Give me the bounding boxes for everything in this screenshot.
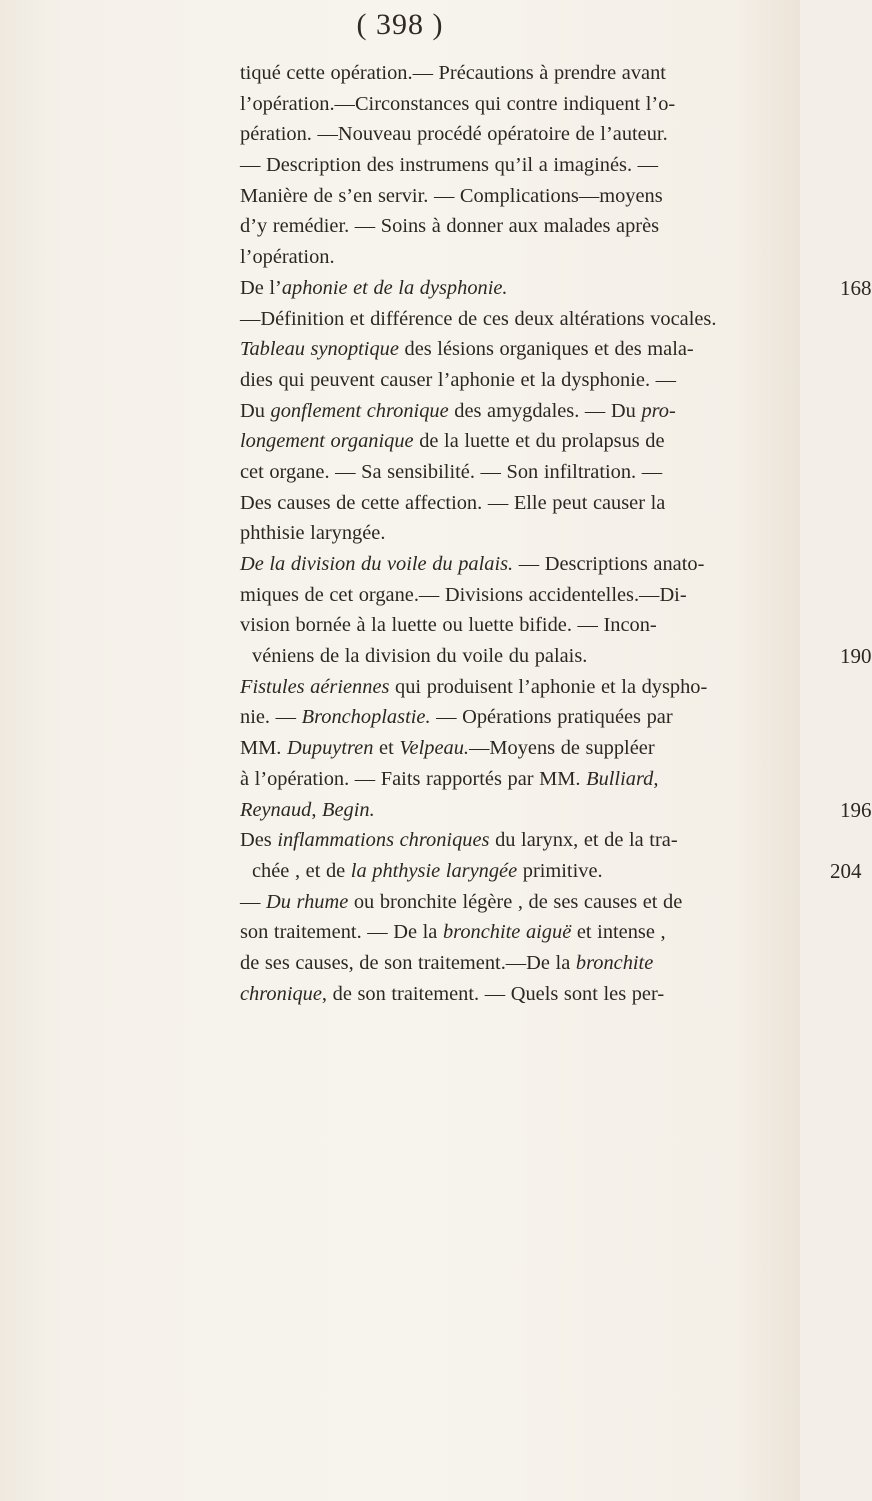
- text-segment: et intense ,: [571, 921, 666, 944]
- text-segment: des lésions organiques et des mala-: [398, 338, 694, 361]
- toc-line: [240, 549, 705, 580]
- italic-text: bronchite: [575, 951, 654, 974]
- text-segment: — Opérations pratiquées par: [430, 706, 673, 729]
- toc-line-text: [240, 273, 508, 304]
- toc-line-text: [240, 457, 662, 488]
- toc-line: [240, 702, 700, 733]
- italic-text: gonflement chronique: [270, 399, 449, 422]
- toc-page-ref: 190: [840, 644, 872, 669]
- toc-line-text: [240, 426, 665, 457]
- italic-text: aphonie et de la dysphonie.: [281, 276, 508, 299]
- toc-page-ref: 204: [830, 858, 862, 883]
- italic-text: Bulliard,: [586, 767, 659, 790]
- text-segment: des amygdales. — Du: [448, 399, 642, 422]
- text-segment: ,: [311, 798, 323, 821]
- toc-line: [240, 856, 862, 887]
- italic-text: Dupuytren: [286, 737, 374, 760]
- text-segment: l’opération.—Circonstances qui contre indiquent l’o-: [240, 92, 676, 115]
- italic-text: Velpeau.: [399, 737, 469, 760]
- text-segment: phthisie laryngée.: [240, 522, 386, 545]
- text-segment: Du: [240, 399, 271, 422]
- toc-line: [240, 518, 700, 549]
- toc-page-ref: 168: [840, 275, 872, 300]
- toc-line-text: [240, 488, 665, 519]
- toc-line-text: [240, 89, 675, 120]
- page-number: ( 398 ): [356, 8, 444, 41]
- toc-line: [240, 211, 700, 242]
- text-segment: qui produisent l’aphonie et la dyspho-: [389, 675, 708, 698]
- toc-line-text: [240, 181, 663, 212]
- text-segment: De l’: [240, 276, 282, 299]
- text-segment: Des: [240, 829, 278, 852]
- toc-line: [240, 334, 700, 365]
- toc-line-text: [240, 396, 676, 427]
- toc-line-text: [240, 979, 664, 1010]
- text-segment: cette opération.— Précautions à prendre avant: [280, 62, 666, 84]
- italic-text: Reynaud: [240, 798, 312, 821]
- toc-line: [240, 764, 700, 795]
- text-segment: chée , et de: [252, 859, 351, 882]
- text-segment: — Description des instrumens qu’il a imaginés. —: [240, 154, 659, 177]
- text-segment: et: [373, 737, 400, 760]
- text-segment: —: [240, 890, 266, 913]
- italic-text: inflammations chroniques: [277, 829, 490, 852]
- toc-line: [240, 273, 872, 304]
- toc-line: [240, 917, 700, 948]
- text-segment: pération. —Nouveau procédé opératoire de l’auteur.: [240, 123, 668, 146]
- text-segment: ou bronchite légère , de ses causes et de: [348, 890, 683, 913]
- text-segment: d’y remédier. — Soins à donner aux malades après: [240, 215, 660, 238]
- toc-line-text: [240, 702, 673, 733]
- text-segment: vision bornée à la luette ou luette bifide. — Incon-: [240, 614, 657, 637]
- text-segment: de ses causes, de son traitement.—De la: [240, 951, 576, 974]
- toc-line: [240, 672, 708, 703]
- italic-text: Bronchoplastie.: [301, 706, 431, 729]
- toc-line-text: [240, 948, 653, 979]
- toc-line-text: [240, 58, 666, 89]
- toc-line: [240, 304, 717, 335]
- text-segment: tiqu: [240, 62, 272, 84]
- toc-line: [240, 641, 872, 672]
- italic-text: bronchite aiguë: [442, 921, 572, 944]
- text-segment: du larynx, et de la tra-: [489, 829, 678, 852]
- italic-text: Tableau synoptique: [240, 338, 399, 361]
- toc-line: [240, 150, 700, 181]
- toc-line: [240, 488, 700, 519]
- toc-line-text: [240, 549, 704, 580]
- italic-text: pro-: [641, 399, 676, 422]
- text-segment: — Descriptions anato-: [513, 553, 705, 575]
- italic-text: chronique: [240, 982, 322, 1005]
- text-segment: Des causes de cette affection. — Elle peut causer la: [240, 491, 666, 514]
- text-segment: son traitement. — De la: [240, 921, 443, 944]
- italic-text: De la division du voile du palais.: [240, 553, 514, 575]
- text-segment: Manière de s’en servir. — Complications—moyens: [240, 184, 663, 207]
- italic-text: Du rhume: [266, 890, 349, 913]
- toc-line: [240, 733, 700, 764]
- italic-text: Begin.: [322, 798, 375, 821]
- text-segment: —Définition et différence de ces deux altérations vocales.: [240, 307, 717, 330]
- toc-line-text: [240, 795, 375, 826]
- text-segment: , de son traitement. — Quels sont les per-: [321, 982, 665, 1005]
- toc-line-text: [240, 610, 657, 641]
- text-segment: à l’opération. — Faits rapportés par MM.: [240, 767, 587, 790]
- toc-line: [240, 119, 700, 150]
- toc-line: [240, 580, 700, 611]
- toc-line-text: [240, 825, 678, 856]
- toc-line: [240, 457, 700, 488]
- text-segment: cet organe. — Sa sensibilité. — Son infiltration. —: [240, 460, 663, 483]
- toc-line: [240, 242, 700, 273]
- toc-page-ref: 196: [840, 797, 872, 822]
- text-segment: dies qui peuvent causer l’aphonie et la dysphonie. —: [240, 368, 677, 391]
- text-segment: primitive.: [517, 859, 603, 882]
- toc-line-text: [240, 764, 658, 795]
- toc-line-text: [252, 641, 587, 672]
- italic-text: Fistules aériennes: [240, 675, 390, 698]
- toc-line: [240, 825, 700, 856]
- italic-text: la phthysie laryngée: [350, 859, 518, 882]
- toc-line-text: [240, 150, 658, 181]
- toc-line: [240, 795, 872, 826]
- toc-line: [240, 887, 700, 918]
- text-segment: MM.: [240, 737, 287, 760]
- toc-line-text: [240, 733, 655, 764]
- table-of-contents: [240, 58, 872, 1009]
- text-segment: é: [271, 62, 281, 84]
- toc-line: [240, 89, 700, 120]
- toc-line: [240, 396, 700, 427]
- toc-line-text: [240, 304, 716, 335]
- toc-line: [240, 365, 700, 396]
- toc-line-text: [240, 887, 682, 918]
- toc-line-text: [240, 211, 659, 242]
- toc-line-text: [240, 242, 335, 273]
- toc-line: [240, 979, 700, 1010]
- toc-line: [240, 426, 700, 457]
- toc-line: [240, 58, 700, 89]
- toc-line: [240, 610, 700, 641]
- text-segment: miques de cet organe.— Divisions accidentelles.—Di-: [240, 583, 687, 606]
- toc-line-text: [240, 518, 385, 549]
- toc-line: [240, 948, 700, 979]
- toc-line-text: [240, 672, 707, 703]
- italic-text: longement organique: [240, 430, 414, 453]
- toc-line-text: [252, 856, 603, 887]
- toc-line: [240, 181, 700, 212]
- text-segment: véniens de la division du voile du palais.: [252, 645, 588, 668]
- toc-line-text: [240, 365, 676, 396]
- toc-line-text: [240, 119, 668, 150]
- text-segment: —Moyens de suppléer: [469, 737, 655, 760]
- text-segment: l’opération.: [240, 246, 335, 269]
- toc-line-text: [240, 917, 666, 948]
- toc-line-text: [240, 334, 694, 365]
- text-segment: nie. —: [240, 706, 302, 729]
- toc-line-text: [240, 580, 687, 611]
- text-segment: de la luette et du prolapsus de: [413, 430, 665, 453]
